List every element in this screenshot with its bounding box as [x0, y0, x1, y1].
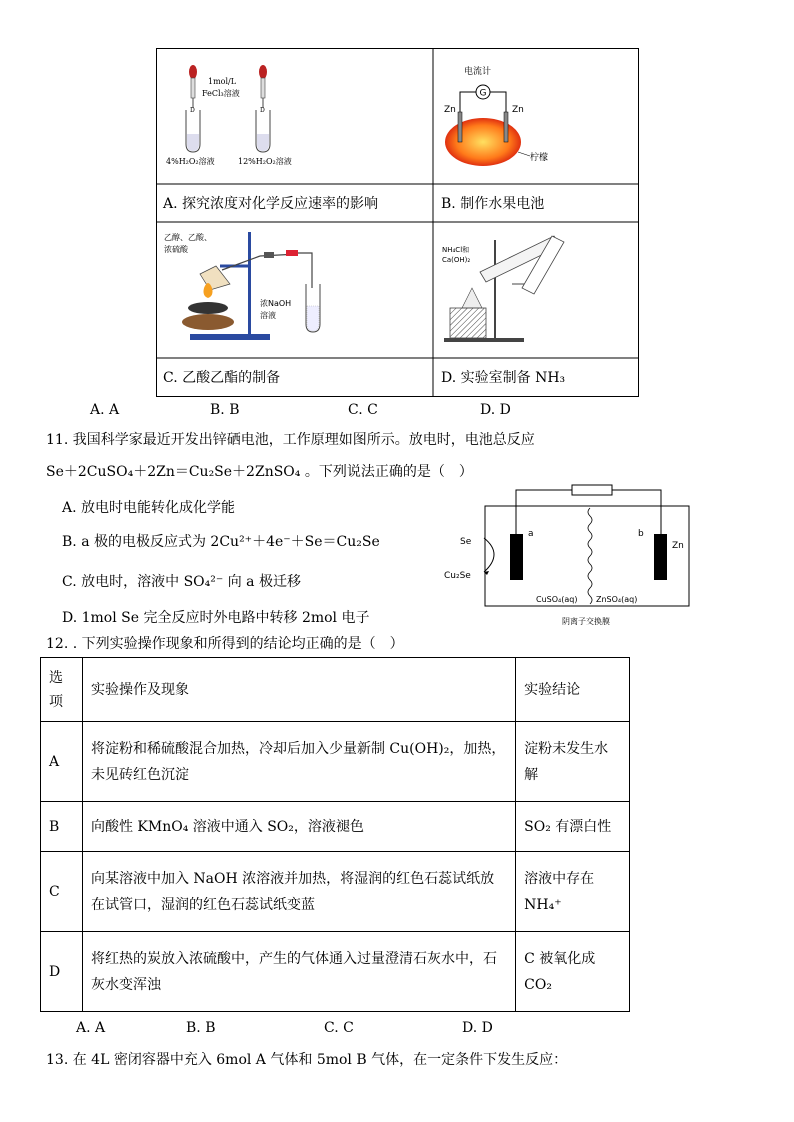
- q12-stem: 12. . 下列实验操作现象和所得到的结论均正确的是（ ）: [46, 636, 404, 652]
- membrane-label: 阴离子交换膜: [562, 617, 610, 626]
- table-header-row: [41, 658, 630, 722]
- q12-choice-a[interactable]: A. A: [76, 1020, 106, 1036]
- external-circuit: [516, 490, 661, 534]
- iron-stand-rod: [248, 232, 251, 338]
- large-test-tube: [200, 266, 230, 290]
- electrode-b-label: b: [638, 529, 644, 539]
- figure-a-concentration: [160, 52, 430, 180]
- se-label: Se: [460, 537, 472, 547]
- q11-stem-line1: 11. 我国科学家最近开发出锌硒电池，工作原理如图所示。放电时，电池总反应: [46, 432, 535, 448]
- q13-stem: 13. 在 4L 密闭容器中充入 6mol A 气体和 5mol B 气体，在一定条件下发生反应：: [46, 1052, 568, 1068]
- electrode-a: [510, 534, 523, 580]
- iron-stand-base: [190, 334, 270, 340]
- tube-label-left: 4%H₂O₂溶液: [166, 157, 215, 166]
- q10-option-a-caption: A. 探究浓度对化学反应速率的影响: [163, 196, 379, 212]
- row-b-conclusion: SO₂ 有漂白性: [516, 802, 630, 852]
- table-row: [41, 802, 630, 852]
- q12-choice-d[interactable]: D. D: [462, 1020, 493, 1036]
- row-b-label: B: [41, 802, 83, 852]
- stand-base: [444, 338, 524, 342]
- naoh-line1: 浓NaOH: [260, 299, 292, 308]
- row-b-operation: 向酸性 KMnO₄ 溶液中通入 SO₂，溶液褪色: [82, 802, 515, 852]
- zn-electrode-right: [504, 112, 508, 142]
- row-d-conclusion: C 被氧化成 CO₂: [516, 932, 630, 1012]
- lemon-label: 柠檬: [530, 153, 549, 163]
- electrode-b: [654, 534, 667, 580]
- cu2se-label: Cu₂Se: [444, 571, 471, 581]
- electrode-a-label: a: [528, 529, 534, 539]
- ammeter-label: 电流计: [464, 67, 492, 77]
- table-row: [41, 722, 630, 802]
- q11-option-d[interactable]: D. 1mol Se 完全反应时外电路中转移 2mol 电子: [62, 610, 370, 626]
- row-c-conclusion: 溶液中存在 NH₄⁺: [516, 852, 630, 932]
- resistor: [572, 485, 612, 495]
- znso4-label: ZnSO₄(aq): [596, 595, 638, 604]
- figure-d-nh3-prep: [436, 226, 636, 350]
- dropper-label-left: D: [190, 107, 195, 114]
- reagents-line2: 浓硫酸: [164, 245, 188, 254]
- row-c-label: C: [41, 852, 83, 932]
- dropper-right: [259, 65, 267, 108]
- q12-choice-b[interactable]: B. B: [186, 1020, 216, 1036]
- q11-option-a[interactable]: A. 放电时电能转化成化学能: [62, 500, 236, 516]
- q11-battery-diagram: [440, 478, 710, 628]
- q10-choice-d[interactable]: D. D: [480, 402, 511, 418]
- lemon: [445, 118, 521, 166]
- q10-choice-a[interactable]: A. A: [90, 402, 120, 418]
- q10-choice-c[interactable]: C. C: [348, 402, 378, 418]
- dropper-label-right: D: [260, 107, 265, 114]
- table-row: [41, 852, 630, 932]
- naoh-line2: 溶液: [260, 311, 276, 320]
- header-operation: 实验操作及现象: [82, 658, 515, 722]
- q10-option-c-caption: C. 乙酸乙酯的制备: [163, 370, 281, 386]
- zn-label: Zn: [672, 541, 684, 551]
- table-row: [41, 932, 630, 1012]
- zn-label-left: Zn: [444, 105, 456, 115]
- q11-option-b[interactable]: B. a 极的电极反应式为 2Cu²⁺＋4e⁻＋Se＝Cu₂Se: [62, 534, 380, 550]
- header-conclusion: 实验结论: [516, 658, 630, 722]
- reagent-name: FeCl₃溶液: [202, 89, 240, 98]
- zn-label-right: Zn: [512, 105, 524, 115]
- q11-stem-line2: Se＋2CuSO₄＋2Zn＝Cu₂Se＋2ZnSO₄ 。下列说法正确的是（ ）: [46, 464, 473, 480]
- anion-exchange-membrane: [588, 508, 592, 604]
- q10-choice-b[interactable]: B. B: [210, 402, 240, 418]
- q10-option-b-caption: B. 制作水果电池: [441, 196, 545, 212]
- reagent-line2: Ca(OH)₂: [442, 256, 471, 264]
- row-a-operation: 将淀粉和稀硫酸混合加热，冷却后加入少量新制 Cu(OH)₂，加热，未见砖红色沉淀: [82, 722, 515, 802]
- dropper-left: [189, 65, 197, 108]
- reagent-conc: 1mol/L: [208, 77, 237, 86]
- row-a-conclusion: 淀粉未发生水解: [516, 722, 630, 802]
- stand-rod: [494, 240, 496, 340]
- ammeter-symbol: G: [479, 88, 487, 99]
- row-c-operation: 向某溶液中加入 NaOH 浓溶液并加热，将湿润的红色石蕊试纸放在试管口，湿润的红色石蕊试纸变蓝: [82, 852, 515, 932]
- q12-table: [40, 657, 630, 1012]
- alcohol-lamp: [188, 302, 228, 314]
- rubber-tube: [286, 250, 298, 256]
- row-d-label: D: [41, 932, 83, 1012]
- reagents-line1: 乙醇、乙酸、: [164, 233, 212, 242]
- reagent-line1: NH₄Cl和: [442, 246, 470, 254]
- figure-b-fruit-battery: [436, 52, 636, 180]
- q11-option-c[interactable]: C. 放电时，溶液中 SO₄²⁻ 向 a 极迁移: [62, 574, 301, 590]
- tube-label-right: 12%H₂O₂溶液: [238, 157, 292, 166]
- lamp-stand: [450, 308, 486, 338]
- q12-choice-c[interactable]: C. C: [324, 1020, 354, 1036]
- zn-electrode-left: [458, 112, 462, 142]
- q10-option-d-caption: D. 实验室制备 NH₃: [441, 370, 566, 386]
- figure-c-ethyl-acetate: [160, 226, 430, 350]
- row-d-operation: 将红热的炭放入浓硫酸中，产生的气体通入过量澄清石灰水中，石灰水变浑浊: [82, 932, 515, 1012]
- cuso4-label: CuSO₄(aq): [536, 595, 578, 604]
- header-option: 选项: [41, 658, 83, 722]
- row-a-label: A: [41, 722, 83, 802]
